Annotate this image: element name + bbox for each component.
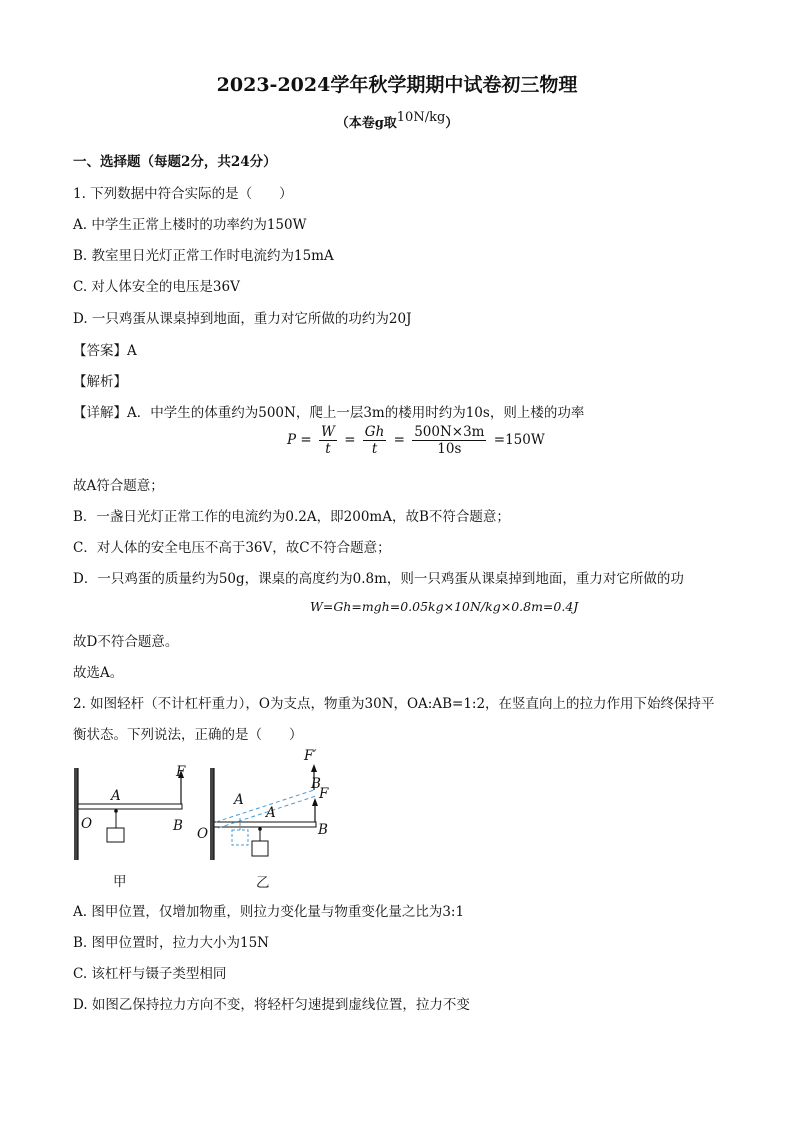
label-jia-o: O: [81, 816, 93, 832]
q1-answer: [73, 339, 137, 359]
frac-den: t: [325, 441, 331, 457]
frac-den: 10s: [437, 441, 462, 457]
caption-yi: 乙: [256, 875, 270, 891]
analysis-tag: 【解析】: [73, 374, 127, 390]
answer-value: A: [127, 343, 137, 359]
q2-option-c: C. 该杠杆与镊子类型相同: [73, 966, 227, 982]
page-title: 2023-2024学年秋学期期中试卷初三物理: [216, 74, 578, 96]
label-jia-f: F: [176, 764, 186, 780]
label-yi-b: B: [318, 822, 328, 838]
q1-option-a: A. 中学生正常上楼时的功率约为150W: [73, 217, 307, 233]
subtitle-prefix: （本卷g取: [335, 116, 397, 131]
frac-num: 500N×3m: [414, 424, 485, 440]
caption-jia: 甲: [113, 874, 127, 890]
q1-stem: 1. 下列数据中符合实际的是（ ）: [73, 186, 293, 202]
wall-yi: [210, 768, 214, 860]
detail-tag: 【详解】: [73, 405, 127, 421]
frac-num: Gh: [364, 424, 385, 440]
subtitle-suffix: ）: [445, 116, 459, 131]
label-jia-a: A: [111, 788, 121, 804]
wall-jia: [74, 768, 78, 860]
q2-option-a: A. 图甲位置，仅增加物重，则拉力变化量与物重变化量之比为3:1: [73, 904, 465, 920]
detail-a-text: A．中学生的体重约为500N，爬上一层3m的楼用时约为10s，则上楼的功率: [127, 405, 585, 421]
q1-conclusion-d: 故D不符合题意。: [73, 634, 179, 650]
frac-den: t: [371, 441, 378, 457]
formula-result: =150W: [493, 432, 545, 448]
section-heading: 一、选择题（每题2分，共24分）: [73, 154, 277, 170]
q2-stem-line2: 衡状态。下列说法，正确的是（ ）: [73, 727, 303, 743]
power-formula: [287, 424, 545, 457]
formula-eq1: =: [300, 432, 312, 448]
q1-detail-a: [73, 401, 584, 421]
fraction-gh-over-t: [363, 424, 386, 457]
q1-option-c: C. 对人体安全的电压是36V: [73, 279, 240, 295]
q1-explain-c: C．对人体的安全电压不高于36V，故C不符合题意；: [73, 540, 391, 556]
q1-option-d: D. 一只鸡蛋从课桌掉到地面，重力对它所做的功约为20J: [73, 311, 412, 327]
fraction-values: [412, 424, 486, 457]
q2-stem-line1: 2. 如图轻杆（不计杠杆重力），O为支点，物重为30N，OA:AB=1:2，在竖直向上的拉力作用下始终保持平: [73, 696, 715, 712]
fraction-w-over-t: [319, 424, 337, 457]
label-yi-b-top: B: [311, 776, 321, 792]
lever-jia: [78, 770, 184, 842]
label-yi-f: F: [319, 786, 329, 802]
frac-num: W: [321, 424, 335, 440]
formula-eq2: =: [344, 432, 356, 448]
q2-option-d: D. 如图乙保持拉力方向不变，将轻杆匀速提到虚线位置，拉力不变: [73, 997, 470, 1013]
formula-eq3: =: [393, 432, 405, 448]
q1-conclusion-a: 故A符合题意；: [73, 478, 164, 494]
label-yi-o: O: [197, 826, 209, 842]
label-jia-b: B: [173, 818, 183, 834]
label-yi-a-top: A: [234, 792, 244, 808]
lever-figure: [70, 748, 370, 893]
label-yi-fprime: F′: [304, 748, 317, 764]
page-subtitle: [0, 112, 794, 131]
q2-option-b: B. 图甲位置时，拉力大小为15N: [73, 935, 269, 951]
q1-explain-b: B．一盏日光灯正常工作的电流约为0.2A，即200mA，故B不符合题意；: [73, 509, 510, 525]
formula-p: P: [287, 432, 297, 448]
subtitle-g-value: 10N/kg: [396, 110, 446, 125]
q1-choose: 故选A。: [73, 665, 124, 681]
answer-tag: 【答案】: [73, 343, 127, 359]
label-yi-a: A: [266, 805, 276, 821]
q1-option-b: B. 教室里日光灯正常工作时电流约为15mA: [73, 248, 334, 264]
q1-explain-d: D．一只鸡蛋的质量约为50g，课桌的高度约为0.8m，则一只鸡蛋从课桌掉到地面，重力对它所做的功: [73, 571, 684, 587]
work-formula: W=Gh=mgh=0.05kg×10N/kg×0.8m=0.4J: [310, 599, 579, 614]
